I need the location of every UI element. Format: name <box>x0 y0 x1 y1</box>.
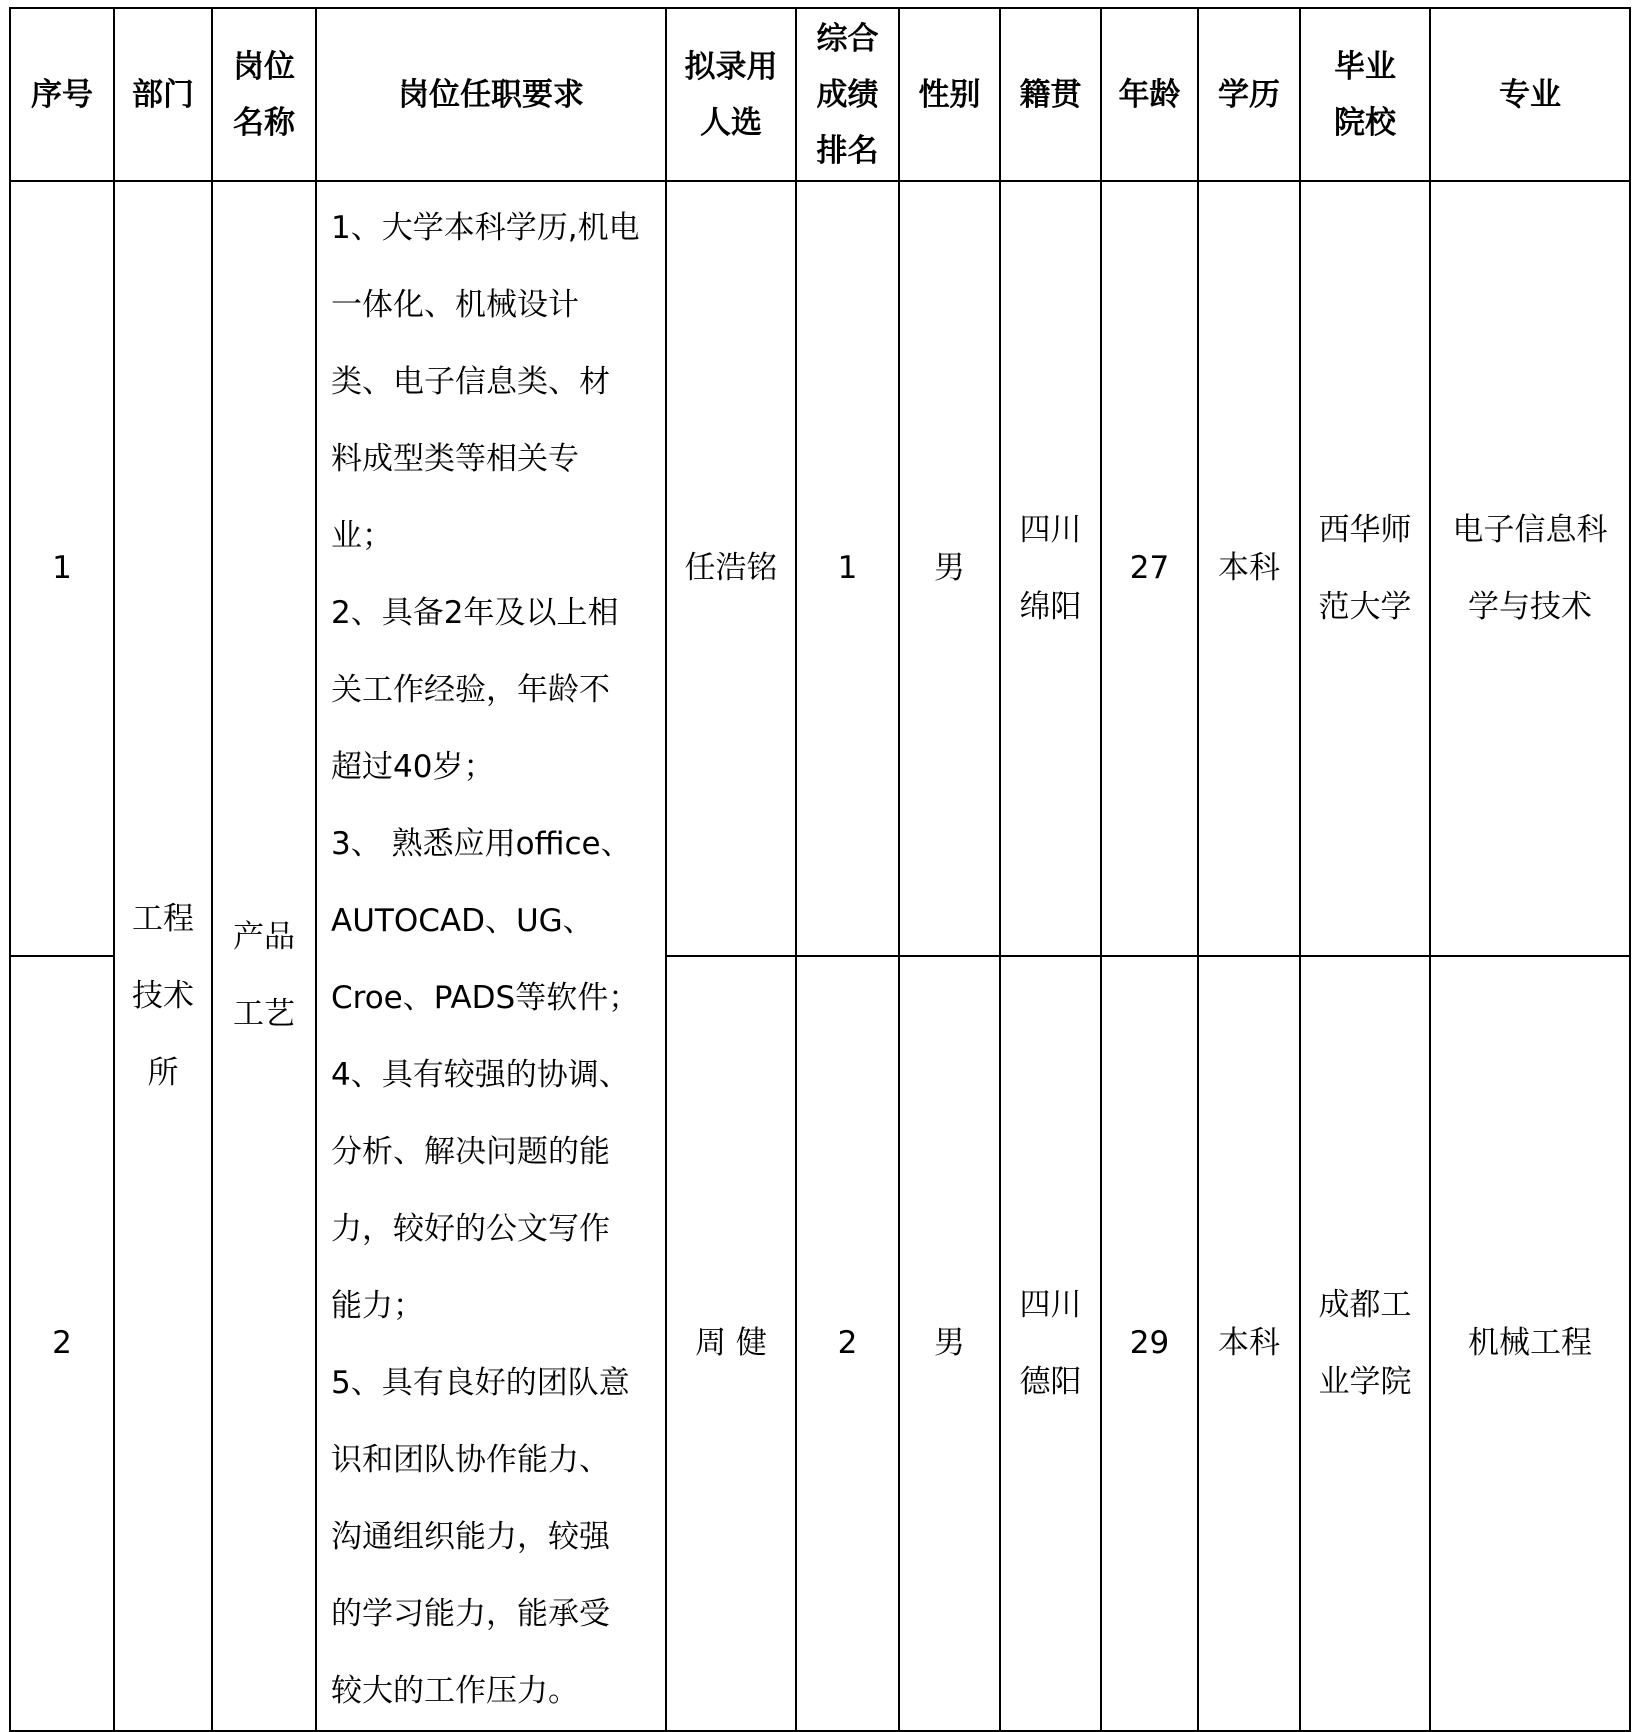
cell-age: 29 <box>1101 956 1198 1731</box>
cell-department <box>114 181 212 1731</box>
position-text: 产品 <box>233 919 295 955</box>
cell-school <box>1300 181 1430 956</box>
hiring-table <box>9 7 1631 1732</box>
header-position <box>212 8 316 181</box>
header-text: 年龄 <box>1118 76 1181 113</box>
header-candidate <box>666 8 796 181</box>
header-major <box>1430 8 1630 181</box>
header-seq <box>10 8 114 181</box>
origin-text: 德阳 <box>1019 1363 1082 1400</box>
cell-age: 27 <box>1101 181 1198 956</box>
cell-major <box>1430 956 1630 1731</box>
requirement-line: 识和团队协作能力、 <box>331 1442 610 1478</box>
header-text: 人选 <box>700 104 762 141</box>
school-text: 西华师 <box>1318 511 1412 548</box>
header-text: 毕业 <box>1334 48 1396 85</box>
requirement-line: 分析、解决问题的能 <box>331 1134 610 1170</box>
header-text: 专业 <box>1499 76 1561 113</box>
header-row <box>10 8 1630 181</box>
cell-education: 本科 <box>1198 181 1300 956</box>
header-text: 学历 <box>1218 76 1280 113</box>
header-text: 序号 <box>31 76 93 113</box>
table-row <box>10 181 1630 956</box>
cell-origin <box>1000 956 1101 1731</box>
origin-text: 绵阳 <box>1019 588 1082 625</box>
school-text: 范大学 <box>1318 588 1412 625</box>
header-text: 岗位 <box>233 48 295 85</box>
header-origin <box>1000 8 1101 181</box>
origin-text: 四川 <box>1019 511 1082 548</box>
school-text: 成都工 <box>1318 1286 1412 1323</box>
header-requirements <box>316 8 666 181</box>
header-text: 籍贯 <box>1019 76 1082 113</box>
requirement-line: 沟通组织能力，较强 <box>331 1519 610 1555</box>
major-text: 电子信息科 <box>1452 511 1608 548</box>
header-education <box>1198 8 1300 181</box>
cell-major <box>1430 181 1630 956</box>
cell-rank: 1 <box>796 181 899 956</box>
department-text: 技术 <box>132 977 194 1014</box>
cell-gender: 男 <box>899 956 1000 1731</box>
cell-seq: 1 <box>10 181 114 956</box>
requirement-line: Croe、PADS等软件； <box>331 980 640 1016</box>
requirement-line: 能力； <box>331 1288 424 1324</box>
requirement-line: 5、具有良好的团队意 <box>331 1365 630 1401</box>
cell-origin <box>1000 181 1101 956</box>
major-text: 学与技术 <box>1468 588 1592 625</box>
department-text: 所 <box>147 1054 179 1091</box>
requirement-line: 一体化、机械设计 <box>331 287 579 323</box>
header-text: 排名 <box>816 132 879 169</box>
header-text: 成绩 <box>816 76 879 113</box>
header-text: 院校 <box>1334 104 1396 141</box>
header-gender <box>899 8 1000 181</box>
requirement-line: 超过40岁； <box>331 749 495 785</box>
requirement-line: 3、 熟悉应用office、 <box>331 826 632 862</box>
requirement-line: 业； <box>331 518 393 554</box>
requirement-line: 1、大学本科学历,机电 <box>331 210 640 246</box>
requirement-line: 较大的工作压力。 <box>331 1673 579 1709</box>
requirement-line: AUTOCAD、UG、 <box>331 903 594 939</box>
requirement-line: 类、电子信息类、材 <box>331 364 610 400</box>
school-text: 业学院 <box>1318 1363 1412 1400</box>
cell-candidate: 任浩铭 <box>666 181 796 956</box>
department-text: 工程 <box>132 900 194 937</box>
cell-gender: 男 <box>899 181 1000 956</box>
cell-requirements <box>316 181 666 1731</box>
cell-candidate: 周 健 <box>666 956 796 1731</box>
cell-rank: 2 <box>796 956 899 1731</box>
header-text: 综合 <box>816 20 879 57</box>
requirement-line: 的学习能力，能承受 <box>331 1596 610 1632</box>
requirement-line: 料成型类等相关专 <box>331 441 579 477</box>
header-text: 名称 <box>233 104 295 141</box>
position-text: 工艺 <box>233 996 295 1032</box>
header-school <box>1300 8 1430 181</box>
header-text: 部门 <box>132 76 194 113</box>
requirement-line: 4、具有较强的协调、 <box>331 1057 630 1093</box>
cell-school <box>1300 956 1430 1731</box>
requirement-line: 关工作经验，年龄不 <box>331 672 610 708</box>
cell-education: 本科 <box>1198 956 1300 1731</box>
cell-position <box>212 181 316 1731</box>
header-text: 岗位任职要求 <box>398 76 584 113</box>
requirement-line: 力，较好的公文写作 <box>331 1211 610 1247</box>
requirement-line: 2、具备2年及以上相 <box>331 595 619 631</box>
header-text: 拟录用 <box>684 48 778 85</box>
header-age <box>1101 8 1198 181</box>
major-text: 机械工程 <box>1468 1325 1592 1361</box>
origin-text: 四川 <box>1019 1286 1082 1323</box>
header-rank <box>796 8 899 181</box>
cell-seq: 2 <box>10 956 114 1731</box>
header-text: 性别 <box>918 76 981 113</box>
header-dept <box>114 8 212 181</box>
